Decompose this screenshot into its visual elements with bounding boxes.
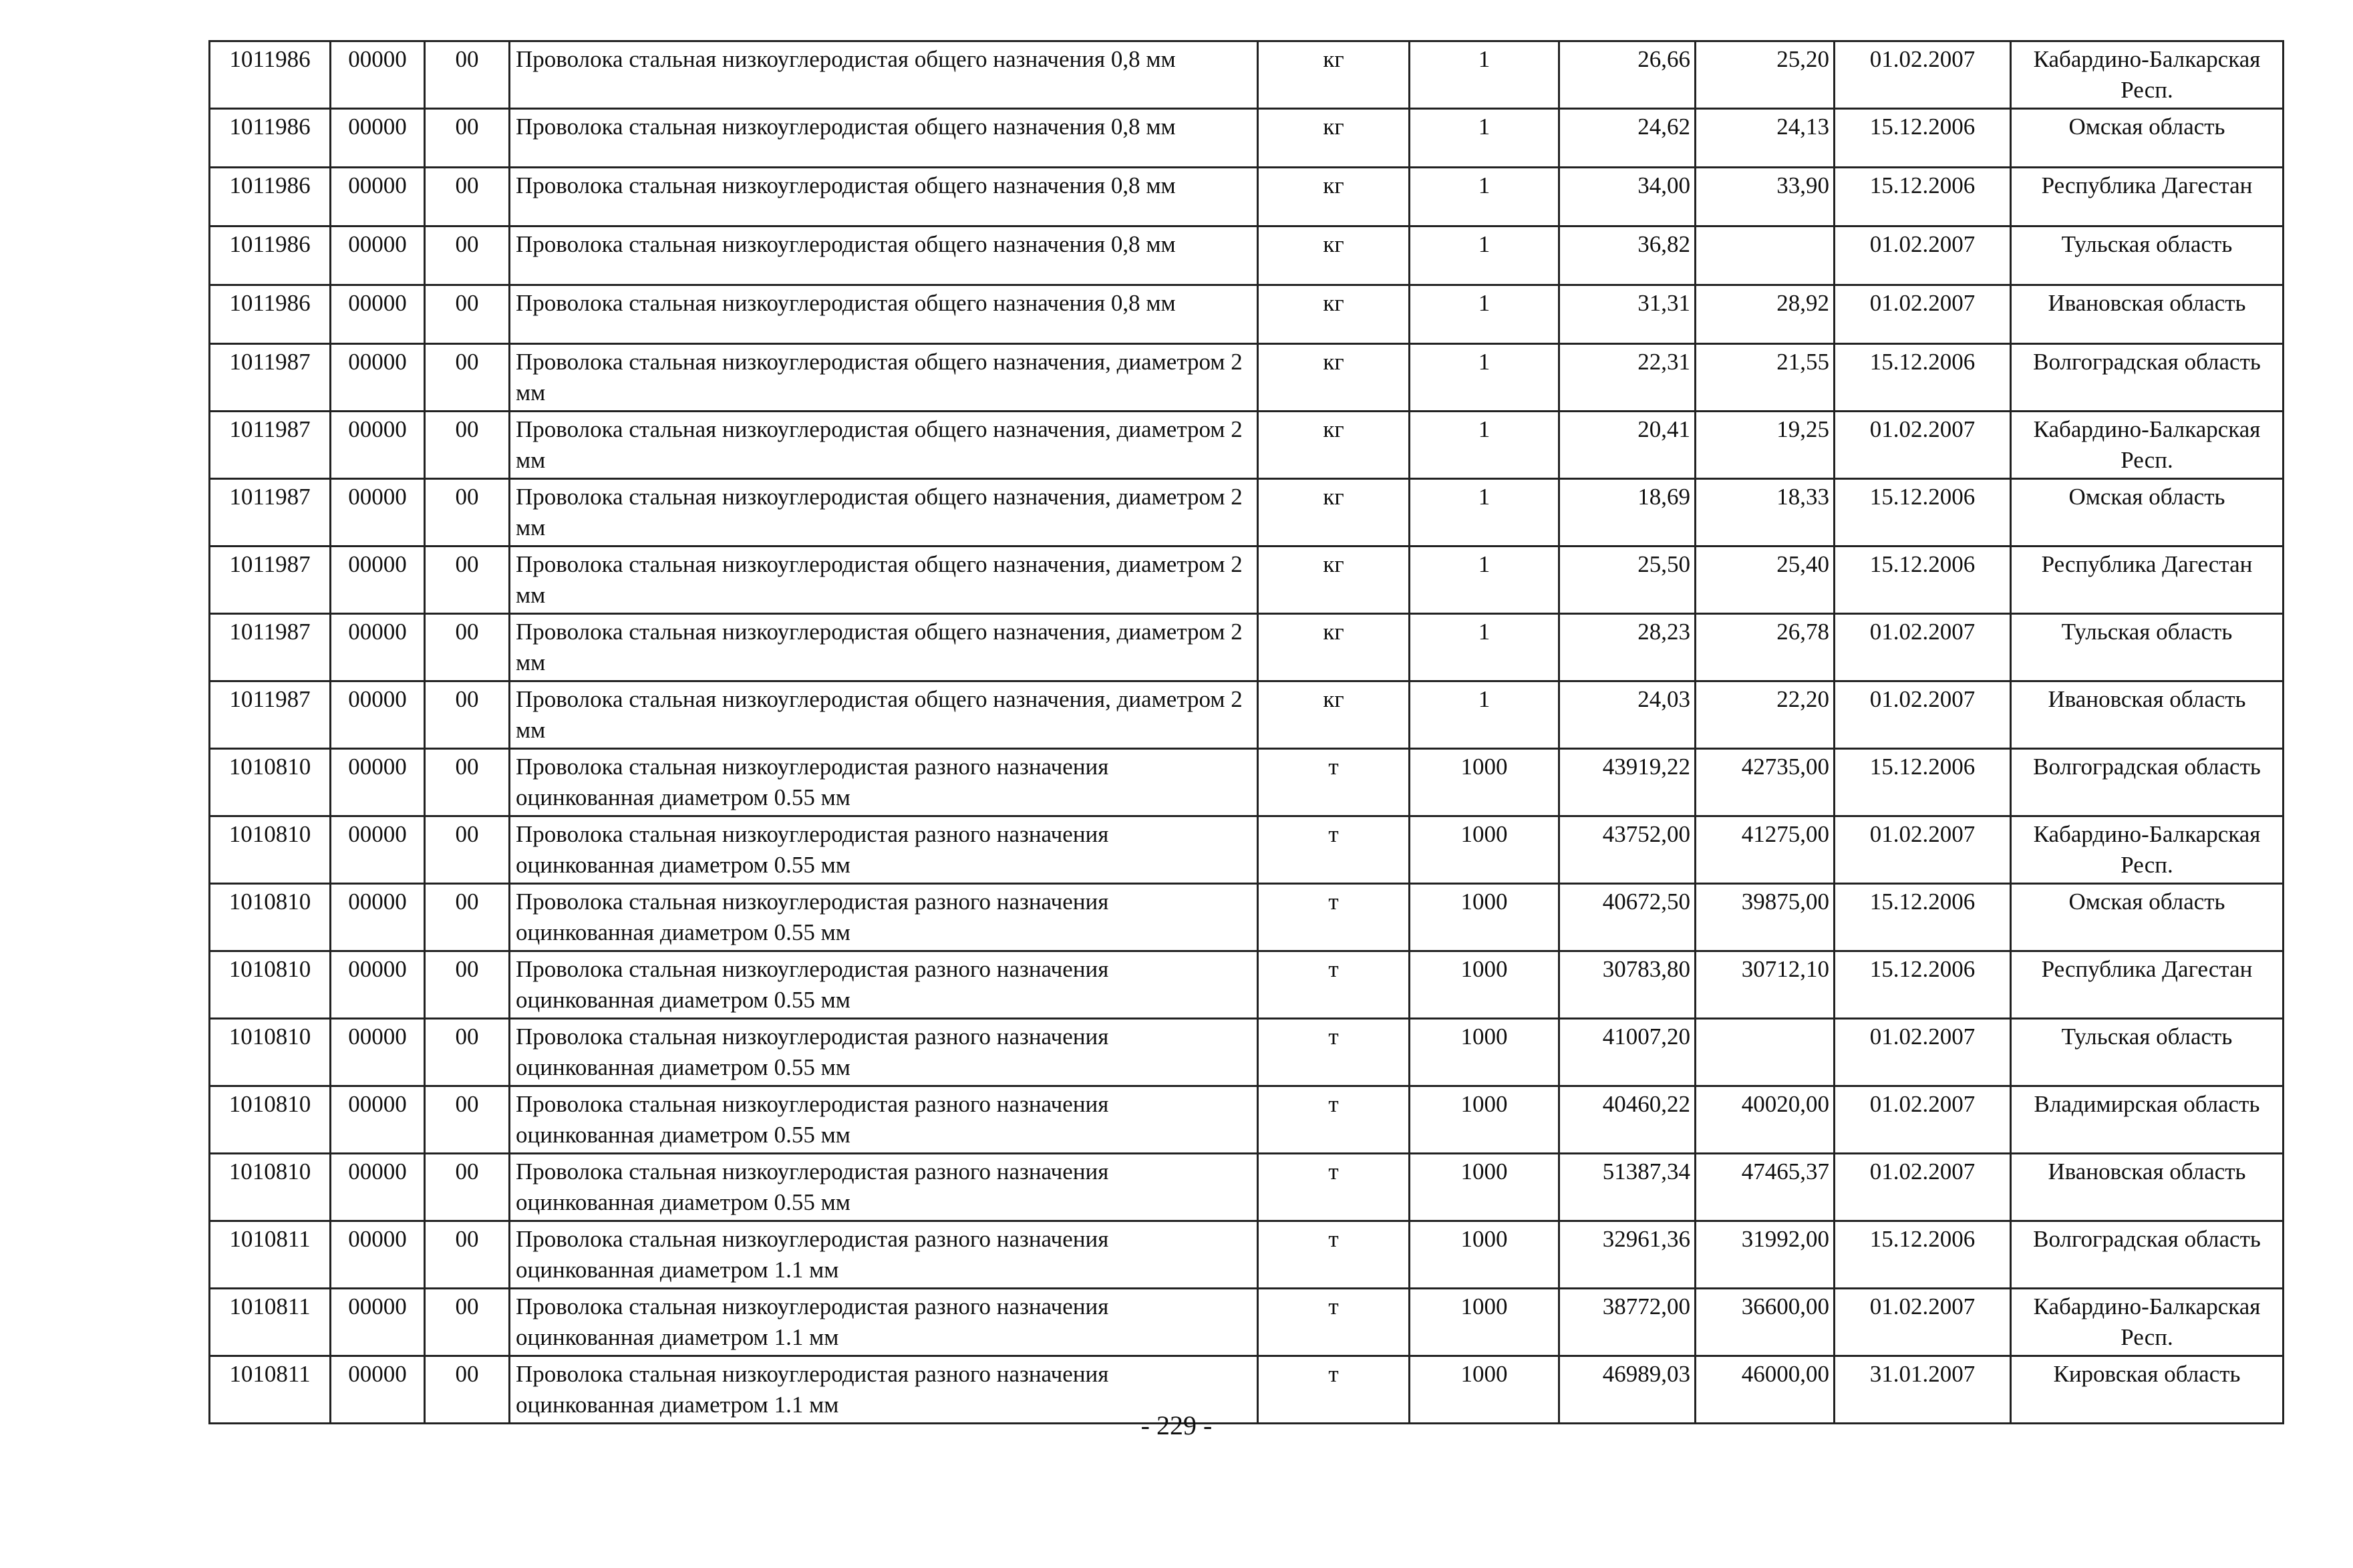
cell-region: Кабардино-Балкарская Респ. (2011, 41, 2284, 109)
cell-sub2: 00 (425, 1086, 510, 1154)
cell-price-max: 51387,34 (1559, 1154, 1696, 1221)
cell-code: 1010810 (210, 1019, 331, 1086)
cell-qty: 1000 (1410, 1086, 1559, 1154)
cell-description: Проволока стальная низкоуглеродистая общего назначения, диаметром 2 мм (510, 681, 1258, 749)
cell-unit: т (1258, 951, 1410, 1019)
cell-qty: 1 (1410, 285, 1559, 344)
cell-sub2: 00 (425, 1221, 510, 1289)
cell-date: 01.02.2007 (1835, 285, 2011, 344)
cell-code: 1011987 (210, 614, 331, 681)
cell-qty: 1 (1410, 479, 1559, 546)
cell-sub2: 00 (425, 614, 510, 681)
cell-price-max: 30783,80 (1559, 951, 1696, 1019)
cell-description: Проволока стальная низкоуглеродистая разного назначения оцинкованная диаметром 0.55 мм (510, 816, 1258, 884)
cell-date: 01.02.2007 (1835, 412, 2011, 479)
cell-region: Омская область (2011, 109, 2284, 168)
cell-region: Волгоградская область (2011, 1221, 2284, 1289)
table-row (210, 226, 2284, 285)
cell-sub1: 00000 (331, 681, 425, 749)
cell-sub2: 00 (425, 412, 510, 479)
cell-sub2: 00 (425, 1019, 510, 1086)
cell-price-min: 40020,00 (1696, 1086, 1835, 1154)
cell-region: Омская область (2011, 884, 2284, 951)
cell-region: Республика Дагестан (2011, 546, 2284, 614)
cell-sub1: 00000 (331, 951, 425, 1019)
cell-qty: 1 (1410, 614, 1559, 681)
cell-price-min: 39875,00 (1696, 884, 1835, 951)
table-row (210, 681, 2284, 749)
page-number: - 229 - (1140, 1410, 1213, 1440)
cell-date: 01.02.2007 (1835, 41, 2011, 109)
cell-qty: 1 (1410, 344, 1559, 412)
cell-price-max: 36,82 (1559, 226, 1696, 285)
cell-region: Республика Дагестан (2011, 168, 2284, 226)
cell-sub2: 00 (425, 951, 510, 1019)
cell-qty: 1 (1410, 109, 1559, 168)
cell-description: Проволока стальная низкоуглеродистая общего назначения 0,8 мм (510, 109, 1258, 168)
cell-price-min: 42735,00 (1696, 749, 1835, 816)
cell-price-min: 28,92 (1696, 285, 1835, 344)
cell-sub2: 00 (425, 41, 510, 109)
cell-unit: т (1258, 1289, 1410, 1356)
table-row (210, 816, 2284, 884)
cell-price-max: 43919,22 (1559, 749, 1696, 816)
cell-sub2: 00 (425, 285, 510, 344)
cell-region: Республика Дагестан (2011, 951, 2284, 1019)
cell-description: Проволока стальная низкоуглеродистая общего назначения, диаметром 2 мм (510, 344, 1258, 412)
table-row (210, 285, 2284, 344)
cell-price-min: 47465,37 (1696, 1154, 1835, 1221)
table-row (210, 884, 2284, 951)
cell-region: Волгоградская область (2011, 344, 2284, 412)
cell-price-max: 40672,50 (1559, 884, 1696, 951)
cell-region: Кабардино-Балкарская Респ. (2011, 412, 2284, 479)
table-row (210, 749, 2284, 816)
cell-qty: 1000 (1410, 1221, 1559, 1289)
cell-sub1: 00000 (331, 41, 425, 109)
cell-price-max: 43752,00 (1559, 816, 1696, 884)
cell-date: 01.02.2007 (1835, 1154, 2011, 1221)
table-row (210, 41, 2284, 109)
cell-sub1: 00000 (331, 614, 425, 681)
cell-unit: кг (1258, 479, 1410, 546)
cell-price-min: 31992,00 (1696, 1221, 1835, 1289)
cell-date: 15.12.2006 (1835, 1221, 2011, 1289)
cell-qty: 1000 (1410, 1356, 1559, 1424)
table-row (210, 479, 2284, 546)
cell-price-max: 31,31 (1559, 285, 1696, 344)
cell-code: 1011987 (210, 479, 331, 546)
cell-code: 1010811 (210, 1289, 331, 1356)
cell-price-max: 24,62 (1559, 109, 1696, 168)
cell-date: 15.12.2006 (1835, 344, 2011, 412)
cell-sub2: 00 (425, 884, 510, 951)
cell-sub2: 00 (425, 1289, 510, 1356)
cell-unit: кг (1258, 614, 1410, 681)
cell-region: Ивановская область (2011, 285, 2284, 344)
cell-unit: т (1258, 1221, 1410, 1289)
cell-date: 15.12.2006 (1835, 884, 2011, 951)
cell-sub2: 00 (425, 226, 510, 285)
cell-sub1: 00000 (331, 412, 425, 479)
cell-date: 15.12.2006 (1835, 479, 2011, 546)
cell-code: 1010811 (210, 1221, 331, 1289)
cell-sub1: 00000 (331, 1356, 425, 1424)
cell-description: Проволока стальная низкоуглеродистая разного назначения оцинкованная диаметром 1.1 мм (510, 1221, 1258, 1289)
cell-date: 01.02.2007 (1835, 1086, 2011, 1154)
cell-unit: т (1258, 1019, 1410, 1086)
cell-price-max: 34,00 (1559, 168, 1696, 226)
cell-sub2: 00 (425, 109, 510, 168)
cell-region: Волгоградская область (2011, 749, 2284, 816)
cell-description: Проволока стальная низкоуглеродистая разного назначения оцинкованная диаметром 0.55 мм (510, 951, 1258, 1019)
cell-sub1: 00000 (331, 749, 425, 816)
cell-unit: т (1258, 1154, 1410, 1221)
cell-qty: 1000 (1410, 1289, 1559, 1356)
cell-price-max: 25,50 (1559, 546, 1696, 614)
table-row (210, 1086, 2284, 1154)
cell-unit: т (1258, 816, 1410, 884)
cell-description: Проволока стальная низкоуглеродистая разного назначения оцинкованная диаметром 0.55 мм (510, 1019, 1258, 1086)
cell-qty: 1000 (1410, 1154, 1559, 1221)
cell-qty: 1 (1410, 412, 1559, 479)
cell-sub1: 00000 (331, 109, 425, 168)
cell-price-min: 41275,00 (1696, 816, 1835, 884)
cell-unit: кг (1258, 681, 1410, 749)
table-row (210, 614, 2284, 681)
cell-price-max: 46989,03 (1559, 1356, 1696, 1424)
cell-qty: 1000 (1410, 816, 1559, 884)
cell-sub2: 00 (425, 546, 510, 614)
cell-unit: т (1258, 884, 1410, 951)
cell-description: Проволока стальная низкоуглеродистая разного назначения оцинкованная диаметром 1.1 мм (510, 1356, 1258, 1424)
table-row (210, 1289, 2284, 1356)
cell-code: 1010810 (210, 1086, 331, 1154)
cell-description: Проволока стальная низкоуглеродистая общего назначения 0,8 мм (510, 285, 1258, 344)
cell-code: 1010811 (210, 1356, 331, 1424)
cell-description: Проволока стальная низкоуглеродистая разного назначения оцинкованная диаметром 0.55 мм (510, 749, 1258, 816)
cell-unit: кг (1258, 344, 1410, 412)
cell-sub1: 00000 (331, 168, 425, 226)
cell-code: 1011986 (210, 168, 331, 226)
table-row (210, 344, 2284, 412)
cell-description: Проволока стальная низкоуглеродистая разного назначения оцинкованная диаметром 0.55 мм (510, 1086, 1258, 1154)
cell-description: Проволока стальная низкоуглеродистая разного назначения оцинкованная диаметром 1.1 мм (510, 1289, 1258, 1356)
cell-qty: 1 (1410, 41, 1559, 109)
table-row (210, 1154, 2284, 1221)
cell-region: Тульская область (2011, 226, 2284, 285)
cell-unit: кг (1258, 285, 1410, 344)
cell-region: Омская область (2011, 479, 2284, 546)
cell-description: Проволока стальная низкоуглеродистая общего назначения, диаметром 2 мм (510, 479, 1258, 546)
cell-qty: 1000 (1410, 951, 1559, 1019)
table-row (210, 546, 2284, 614)
cell-price-min: 19,25 (1696, 412, 1835, 479)
cell-price-min: 21,55 (1696, 344, 1835, 412)
table-row (210, 109, 2284, 168)
cell-unit: кг (1258, 41, 1410, 109)
cell-code: 1010810 (210, 951, 331, 1019)
cell-sub2: 00 (425, 749, 510, 816)
cell-region: Тульская область (2011, 1019, 2284, 1086)
cell-code: 1010810 (210, 816, 331, 884)
cell-sub2: 00 (425, 344, 510, 412)
cell-price-min: 22,20 (1696, 681, 1835, 749)
cell-unit: т (1258, 1086, 1410, 1154)
cell-code: 1011986 (210, 41, 331, 109)
cell-price-max: 40460,22 (1559, 1086, 1696, 1154)
table-row (210, 951, 2284, 1019)
cell-qty: 1 (1410, 168, 1559, 226)
cell-sub2: 00 (425, 681, 510, 749)
cell-price-max: 22,31 (1559, 344, 1696, 412)
cell-code: 1011987 (210, 344, 331, 412)
cell-sub2: 00 (425, 1356, 510, 1424)
cell-sub1: 00000 (331, 344, 425, 412)
cell-date: 15.12.2006 (1835, 168, 2011, 226)
cell-description: Проволока стальная низкоуглеродистая общего назначения, диаметром 2 мм (510, 412, 1258, 479)
cell-sub1: 00000 (331, 884, 425, 951)
cell-region: Владимирская область (2011, 1086, 2284, 1154)
cell-date: 15.12.2006 (1835, 109, 2011, 168)
cell-description: Проволока стальная низкоуглеродистая разного назначения оцинкованная диаметром 0.55 мм (510, 884, 1258, 951)
cell-region: Тульская область (2011, 614, 2284, 681)
cell-region: Кабардино-Балкарская Респ. (2011, 1289, 2284, 1356)
cell-sub1: 00000 (331, 1019, 425, 1086)
cell-price-min: 24,13 (1696, 109, 1835, 168)
cell-sub2: 00 (425, 1154, 510, 1221)
cell-date: 31.01.2007 (1835, 1356, 2011, 1424)
cell-date: 15.12.2006 (1835, 546, 2011, 614)
cell-date: 01.02.2007 (1835, 226, 2011, 285)
cell-date: 01.02.2007 (1835, 1019, 2011, 1086)
cell-code: 1011986 (210, 285, 331, 344)
cell-description: Проволока стальная низкоуглеродистая общего назначения 0,8 мм (510, 226, 1258, 285)
cell-date: 15.12.2006 (1835, 951, 2011, 1019)
cell-region: Ивановская область (2011, 1154, 2284, 1221)
cell-date: 01.02.2007 (1835, 681, 2011, 749)
table-row (210, 1221, 2284, 1289)
cell-unit: кг (1258, 168, 1410, 226)
cell-price-min: 30712,10 (1696, 951, 1835, 1019)
cell-sub2: 00 (425, 816, 510, 884)
cell-code: 1011986 (210, 109, 331, 168)
cell-description: Проволока стальная низкоуглеродистая общего назначения, диаметром 2 мм (510, 614, 1258, 681)
cell-price-min: 25,20 (1696, 41, 1835, 109)
price-table (208, 40, 2284, 1424)
cell-sub1: 00000 (331, 1086, 425, 1154)
cell-unit: кг (1258, 109, 1410, 168)
cell-description: Проволока стальная низкоуглеродистая общего назначения 0,8 мм (510, 168, 1258, 226)
cell-price-max: 18,69 (1559, 479, 1696, 546)
cell-region: Кабардино-Балкарская Респ. (2011, 816, 2284, 884)
cell-code: 1011987 (210, 546, 331, 614)
cell-price-max: 26,66 (1559, 41, 1696, 109)
cell-unit: кг (1258, 226, 1410, 285)
cell-unit: т (1258, 1356, 1410, 1424)
cell-price-min: 33,90 (1696, 168, 1835, 226)
cell-date: 01.02.2007 (1835, 614, 2011, 681)
cell-price-min: 18,33 (1696, 479, 1835, 546)
cell-code: 1011986 (210, 226, 331, 285)
cell-price-min (1696, 1019, 1835, 1086)
cell-date: 01.02.2007 (1835, 1289, 2011, 1356)
cell-sub1: 00000 (331, 285, 425, 344)
cell-sub1: 00000 (331, 816, 425, 884)
cell-code: 1011987 (210, 681, 331, 749)
cell-unit: кг (1258, 412, 1410, 479)
cell-code: 1010810 (210, 884, 331, 951)
cell-qty: 1 (1410, 546, 1559, 614)
cell-price-max: 38772,00 (1559, 1289, 1696, 1356)
cell-price-max: 24,03 (1559, 681, 1696, 749)
cell-price-max: 28,23 (1559, 614, 1696, 681)
cell-price-min: 26,78 (1696, 614, 1835, 681)
cell-qty: 1 (1410, 681, 1559, 749)
cell-sub1: 00000 (331, 226, 425, 285)
cell-price-min (1696, 226, 1835, 285)
table-row (210, 1019, 2284, 1086)
cell-sub1: 00000 (331, 1154, 425, 1221)
table-body (210, 41, 2284, 1424)
cell-qty: 1000 (1410, 749, 1559, 816)
cell-unit: кг (1258, 546, 1410, 614)
cell-description: Проволока стальная низкоуглеродистая общего назначения 0,8 мм (510, 41, 1258, 109)
table-row (210, 168, 2284, 226)
cell-sub2: 00 (425, 479, 510, 546)
cell-code: 1011987 (210, 412, 331, 479)
cell-description: Проволока стальная низкоуглеродистая разного назначения оцинкованная диаметром 0.55 мм (510, 1154, 1258, 1221)
cell-qty: 1000 (1410, 884, 1559, 951)
cell-code: 1010810 (210, 1154, 331, 1221)
cell-region: Ивановская область (2011, 681, 2284, 749)
cell-code: 1010810 (210, 749, 331, 816)
cell-qty: 1 (1410, 226, 1559, 285)
cell-region: Кировская область (2011, 1356, 2284, 1424)
table-row (210, 412, 2284, 479)
cell-date: 01.02.2007 (1835, 816, 2011, 884)
cell-sub1: 00000 (331, 1289, 425, 1356)
cell-sub1: 00000 (331, 1221, 425, 1289)
cell-price-max: 32961,36 (1559, 1221, 1696, 1289)
cell-qty: 1000 (1410, 1019, 1559, 1086)
cell-price-max: 41007,20 (1559, 1019, 1696, 1086)
cell-price-min: 25,40 (1696, 546, 1835, 614)
cell-date: 15.12.2006 (1835, 749, 2011, 816)
cell-sub1: 00000 (331, 546, 425, 614)
cell-description: Проволока стальная низкоуглеродистая общего назначения, диаметром 2 мм (510, 546, 1258, 614)
cell-price-min: 46000,00 (1696, 1356, 1835, 1424)
cell-sub2: 00 (425, 168, 510, 226)
cell-sub1: 00000 (331, 479, 425, 546)
cell-price-min: 36600,00 (1696, 1289, 1835, 1356)
cell-price-max: 20,41 (1559, 412, 1696, 479)
cell-unit: т (1258, 749, 1410, 816)
